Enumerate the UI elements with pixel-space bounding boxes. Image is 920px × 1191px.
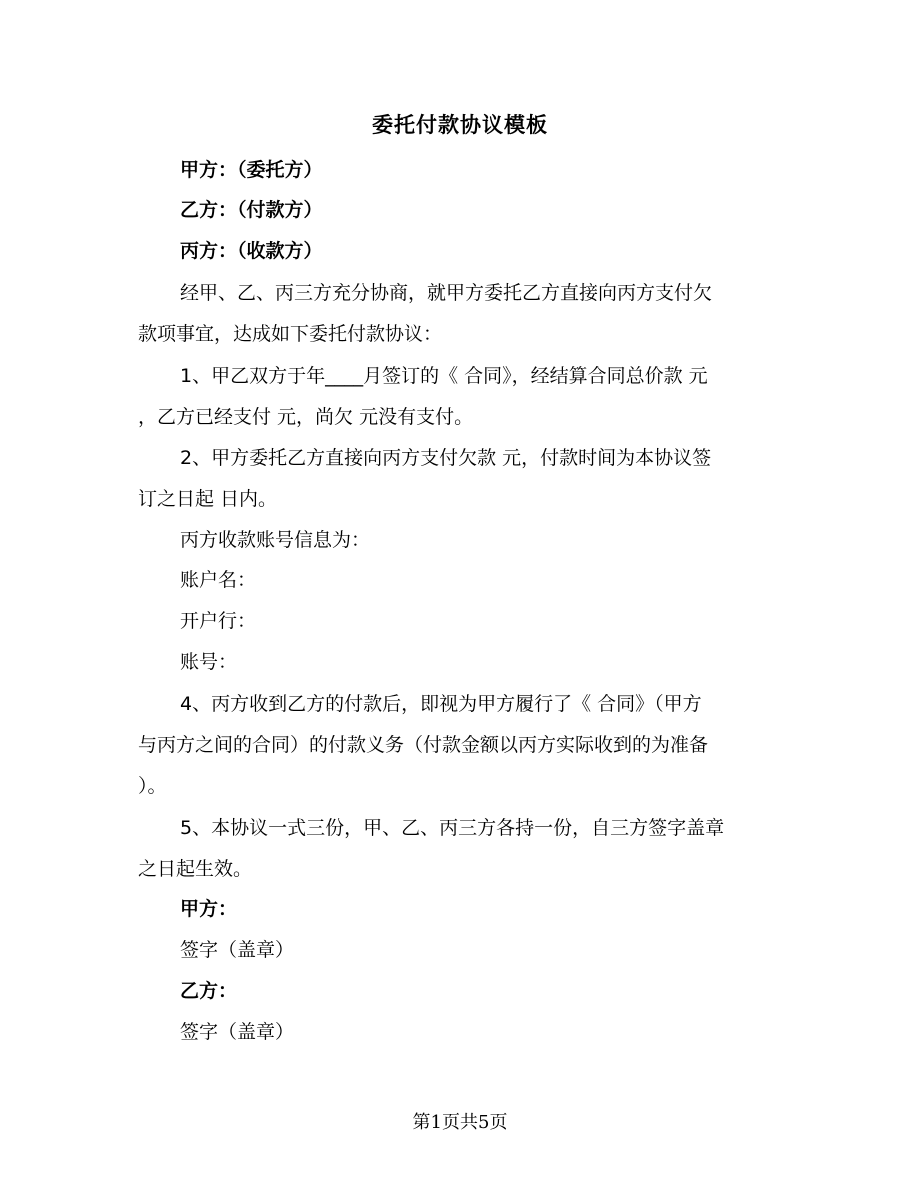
clause-1-line-1: 1、甲乙双方于年____月签订的《 合同》，经结算合同总价款 元 (180, 365, 708, 387)
clause-4-line-1: 4、丙方收到乙方的付款后，即视为甲方履行了《 合同》（甲方 (180, 693, 702, 715)
account-number-label: 账号： (180, 651, 238, 673)
party-c-header: 丙方：（收款方） (180, 240, 323, 262)
sign-party-b-seal: 签字（盖章） (180, 1021, 295, 1043)
clause-2-line-2: 订之日起 日内。 (138, 488, 278, 510)
party-a-header: 甲方：（委托方） (180, 159, 323, 181)
bank-label: 开户行： (180, 610, 257, 632)
account-info-label: 丙方收款账号信息为： (180, 529, 371, 551)
clause-4-line-3: ）。 (138, 775, 167, 797)
party-b-header: 乙方：（付款方） (180, 199, 323, 221)
clause-2-line-1: 2、甲方委托乙方直接向丙方支付欠款 元，付款时间为本协议签 (180, 447, 712, 469)
document-title: 委托付款协议模板 (372, 113, 548, 137)
clause-5-line-1: 5、本协议一式三份，甲、乙、丙三方各持一份，自三方签字盖章 (180, 817, 725, 839)
sign-party-a: 甲方： (180, 898, 238, 920)
sign-party-a-seal: 签字（盖章） (180, 939, 295, 961)
page-indicator: 第1页共5页 (412, 1112, 508, 1133)
sign-party-b: 乙方： (180, 980, 238, 1002)
clause-4-line-2: 与丙方之间的合同）的付款义务（付款金额以丙方实际收到的为准备 (138, 734, 709, 756)
intro-line-2: 款项事宜，达成如下委托付款协议： (138, 323, 443, 345)
intro-line-1: 经甲、乙、丙三方充分协商，就甲方委托乙方直接向丙方支付欠 (180, 282, 713, 304)
clause-1-line-2: ，乙方已经支付 元，尚欠 元没有支付。 (138, 406, 474, 428)
clause-5-line-2: 之日起生效。 (138, 858, 253, 880)
account-name-label: 账户名： (180, 569, 257, 591)
